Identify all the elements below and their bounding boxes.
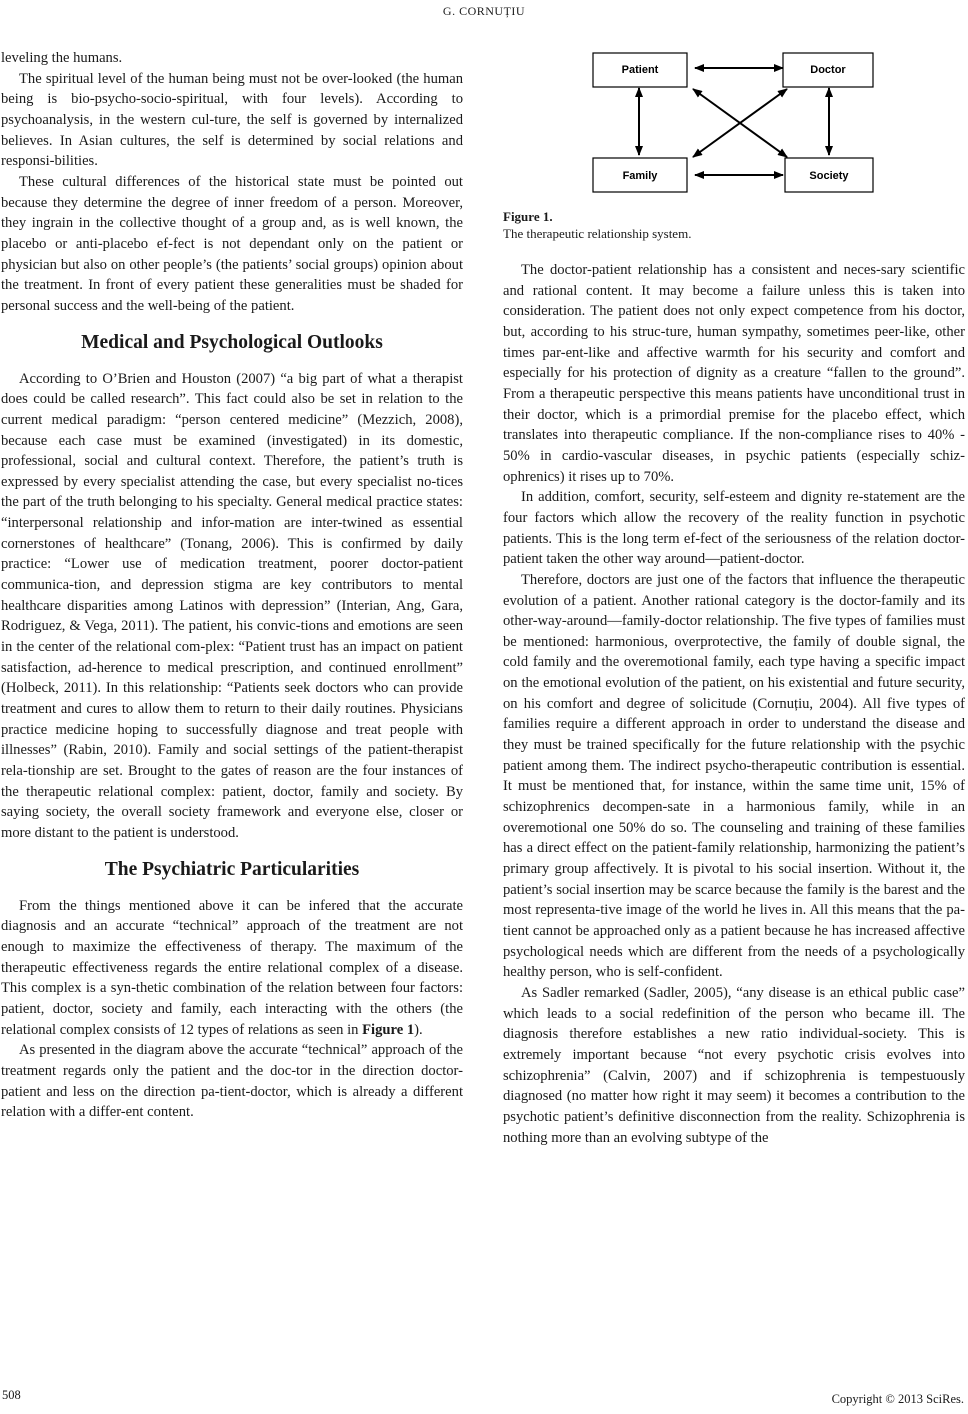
figure-caption	[503, 208, 965, 242]
paragraph-sadler: As Sadler remarked (Sadler, 2005), “any disease is an ethical public case” which leads to a social redefinition of the person who became ill. The diagnosis therefore establishes a new ratio individual-society. This is extremely important because “not every psychotic crisis evolves into schizophrenia” (Calvin, 2007) and if schizophrenia is tempestuously diagnosed (no matter how right it may seem) it becomes a contribution to the psychotic patient’s definitive disconnection from the reality. Schizophrenia is nothing more than an evolving subtype of the	[503, 984, 965, 1146]
node-society: Society	[809, 170, 849, 182]
paragraph-spiritual-level: The spiritual level of the human being must not be over-looked (the human being is bio-psycho-socio-spiritual, with four levels). According to psychoanalysis, in the western cul-ture, the self is governed by internalized believes. In Asian cultures, the self is determined by social relations and responsi-bilities.	[1, 70, 463, 170]
diagram-canvas	[503, 48, 965, 202]
node-doctor: Doctor	[810, 64, 846, 76]
paragraph-four-factors: In addition, comfort, security, self-esteem and dignity re-statement are the four factors which allow the recovery of the reality function in psychotic patients. This is the long term ef-fect of the seriousness of the relation doctor-patient taken the other way around—patient-doctor.	[503, 489, 965, 568]
section-heading-medical-psychological: Medical and Psychological Outlooks	[81, 331, 383, 353]
paragraph-text: From the things mentioned above it can be infered that the accurate diagnosis and an accurate “technical” approach of the treatment are not enough to maximize the effectiveness of therapy. The maximum of the therapeutic effectiveness regards the entire relational complex of a disease. This complex is a syn-thetic combination of the relation between four factors: patient, doctor, society and family, each interacting with the others (the relational complex consists of 12 types of relations as seen in	[1, 897, 463, 1038]
paragraph-families: Therefore, doctors are just one of the factors that influence the therapeutic evolution of a patient. Another rational category is the doctor-family and its other-way-around—family-doctor relationship. The five types of families must be mentioned: harmonious, overprotective, the family of double signal, the cold family and the overemotional family, each type having a specific impact on the emotional evolution of the patient, on his existential and future security, on his comfort and degree of solicitude (Cornuțiu, 2004). All five types of families require a different approach in order to understand the disease and they must be trained specifically for the future relationship with the psychic patient among them. The indirect psycho-therapeutic contribution is essential. It must be mentioned that, for instance, within the same time unit, 15% of schizophrenics decompen-sate in a harmonious family, while in an overemotional one 50% do so. The counseling and training of these families has a direct effect on the patient-family relationship, harmonizing the patient’s primary group affectively. It is pivotal to his social insertion. Without it, the patient’s social insertion may be scarce because the family is the barest and the most representa-tive image of the world he lives in. All this means that the pa-tient cannot be approached only as a patient because he has increased affective psychological needs which are different from the needs of a psychologically healthy person, who is self-confident.	[503, 571, 965, 981]
left-column	[1, 48, 463, 1123]
right-column	[503, 48, 965, 1148]
paragraph-relational-complex	[1, 896, 463, 1041]
node-patient: Patient	[621, 64, 659, 76]
paragraph-continued: leveling the humans.	[1, 50, 123, 66]
paragraph-technical-approach: As presented in the diagram above the accurate “technical” approach of the treatment regards only the patient and the doc-tor in the direction doctor-patient and less on the direction pa-tient-doctor, which is already a different relation with a differ-ent content.	[1, 1042, 463, 1121]
figure-reference: Figure 1	[362, 1021, 415, 1038]
copyright-notice: Copyright © 2013 SciRes.	[831, 1392, 964, 1406]
relationship-diagram	[503, 48, 965, 202]
paragraph-research: According to O’Brien and Houston (2007) “a big part of what a therapist does could be called research”. This fact could also be set in relation to the current medical paradigm: “person centered medicine” (Mezzich, 2008), because each case must be examined (investigated) in its domestic, professional, social and cultural context. Therefore, the patient’s truth is expressed by every specialist attending the case, but every specialist no-tices the part of the truth belonging to his specialty. General medical practice states: “interpersonal relationship and infor-mation are inter-twined as essential cornerstones of healthcare” (Tonang, 2006). This is confirmed by daily practice: “Lower use of medication treatment, poorer doctor-patient communica-tion, and depression stigma are key contributors to mental healthcare disparities among Latinos with depression” (Interian, Ang, Gara, Rodriguez, & Vega, 2011). The patient, his convic-tions and emotions are seen in the center of the relational com-plex: “Patient trust has an impact on patient satisfaction, ad-herence to medical prescription, and continued enrollment” (Holbeck, 2011). In this relationship: “Patients seek doctors who can provide treatment and cures to allow them to return to their daily routines. Physicians practice medicine hoping to successfully diagnose and treat people with illnesses” (Rabin, 2010). Family and social settings of the patient-therapist rela-tionship are set. Brought to the gates of reason are the four instances of the therapeutic relational complex: patient, doctor, family and society. By saying society, the overall society framework and everyone else, closer or more distant to the patient is understood.	[1, 370, 463, 841]
node-family: Family	[622, 170, 658, 182]
paragraph-cultural-differences: These cultural differences of the historical state must be pointed out because they determine the degree of inner freedom of a person. Moreover, they ingrain in the collective thought of a group and, as is well known, the placebo or anti-placebo ef-fect is not dependant only on the patient or physician but also on other people’s (the patients’ social groups) opinion about the treatment. In front of every patient these generalities must be shaded for personal success and the well-being of the patient.	[1, 173, 463, 314]
figure-label: Figure 1.	[503, 209, 553, 224]
figure-caption-text: The therapeutic relationship system.	[503, 226, 692, 241]
paragraph-doctor-patient: The doctor-patient relationship has a consistent and neces-sary scientific and rational content. It may become a failure unless this is taken into consideration. The patient does not only expect competence from his doctor, but, according to his struc-ture, human sympathy, sometimes peer-like, other times par-ent-like and affective warmth for his security and comfort and especially for his protection of dignity as a creature “fallen to the ground”. From a therapeutic perspective this means patients have unconditional trust in their doctor, which is a primordial premise for the placebo effect, which translates into therapeutic compliance. If the non-compliance rises to 40% - 50% in cardio-vascular diseases, in psychic patients (especially schiz-ophrenics) it rises up to 70%.	[503, 262, 965, 485]
section-heading-psychiatric: The Psychiatric Particularities	[104, 858, 360, 880]
paragraph-text-end: ).	[414, 1021, 423, 1038]
page-number: 508	[2, 1388, 21, 1402]
running-head: G. CORNUȚIU	[442, 4, 526, 18]
